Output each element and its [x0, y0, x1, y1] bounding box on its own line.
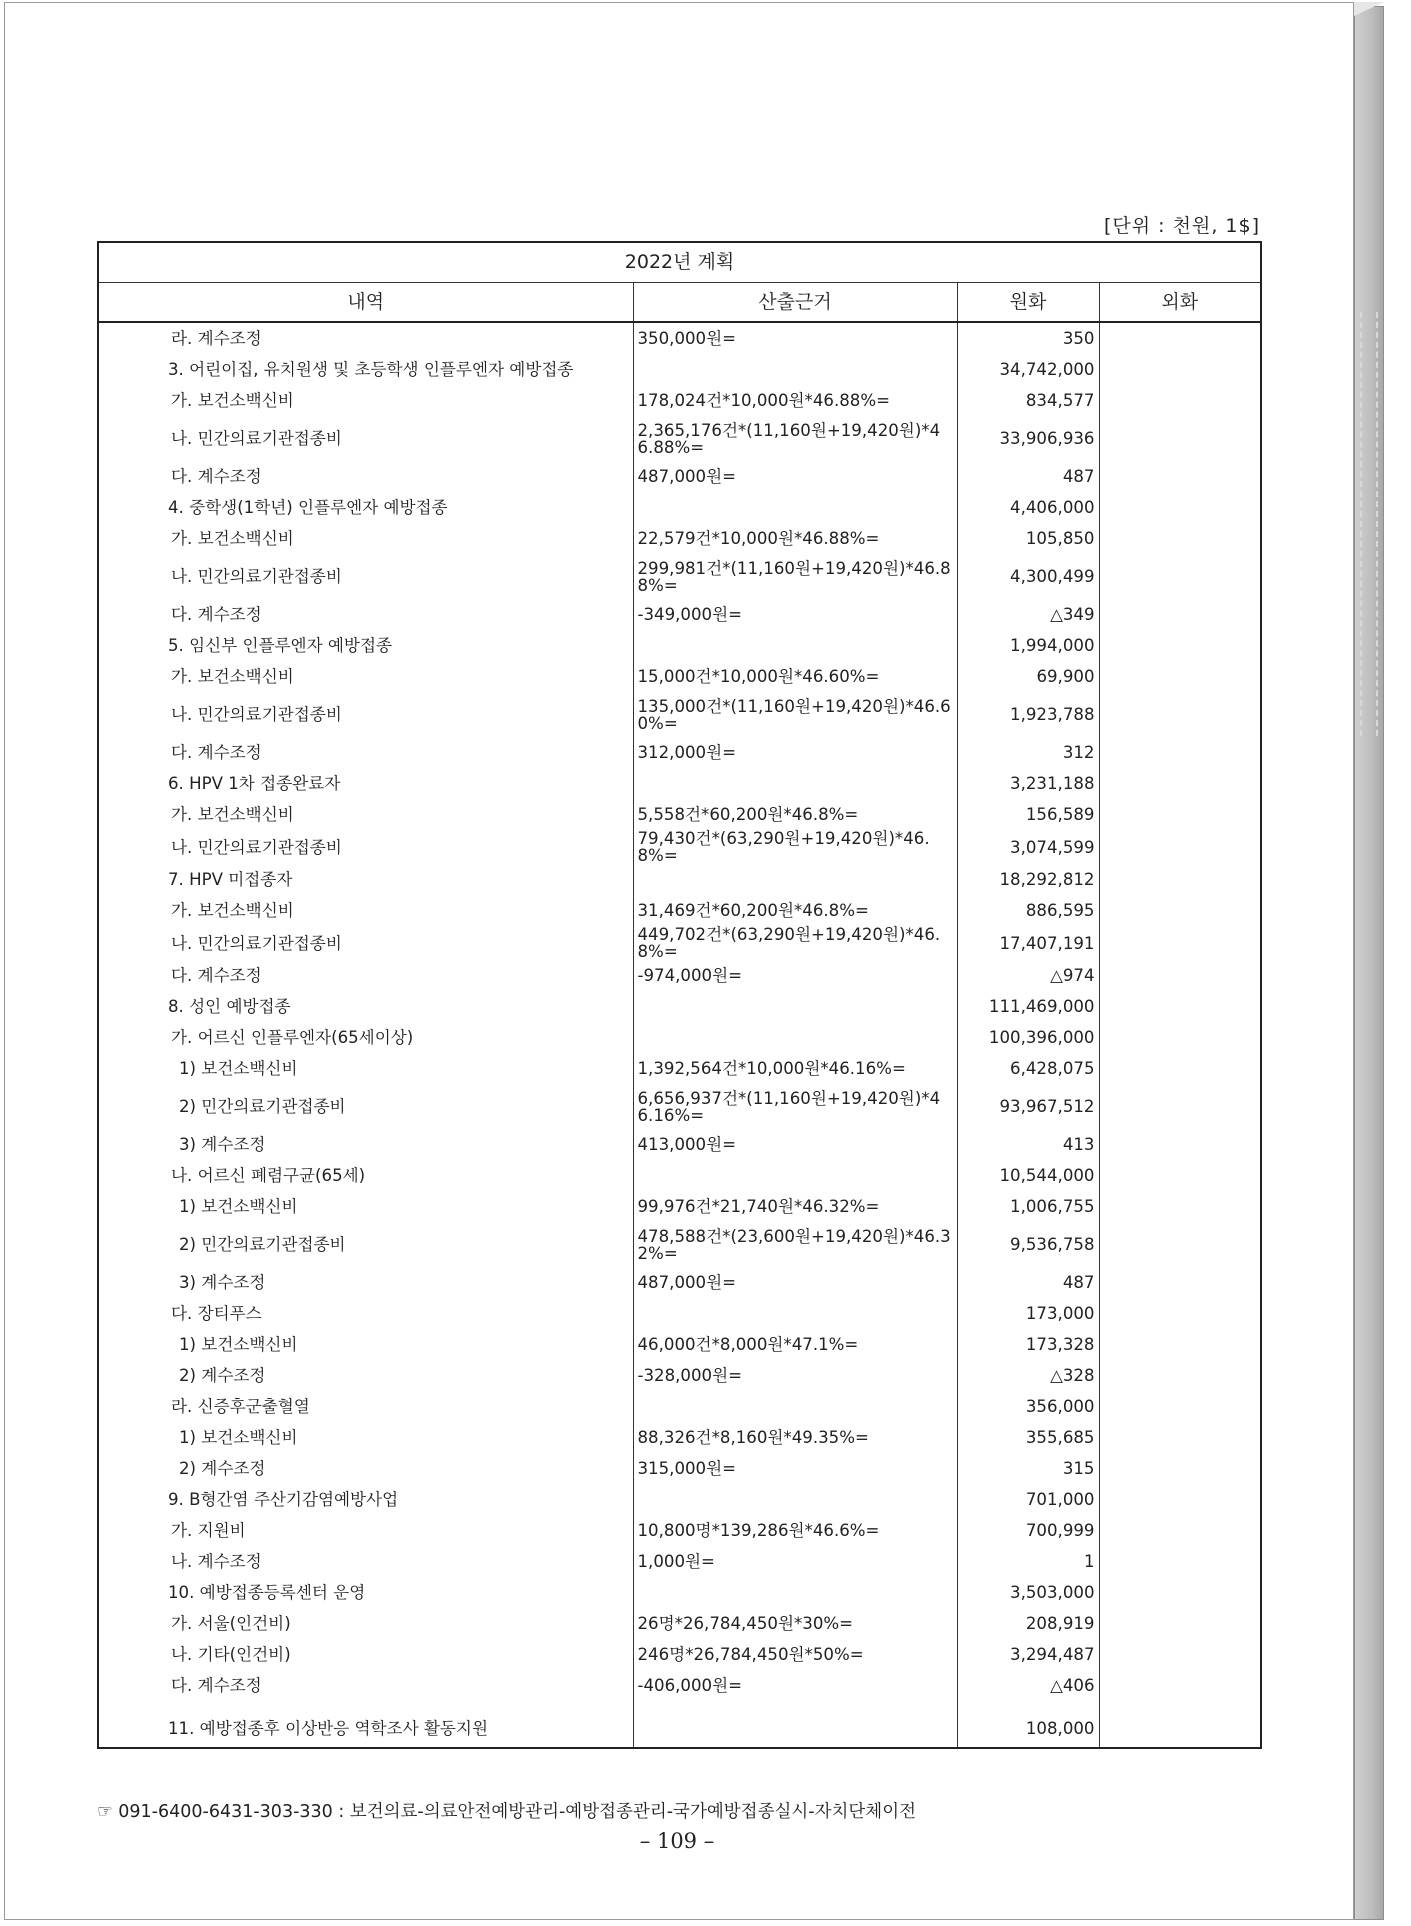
row-description: 라. 계수조정 — [98, 322, 633, 354]
row-krw-amount: 3,231,188 — [957, 768, 1099, 799]
row-foreign-amount — [1099, 1670, 1261, 1701]
row-basis: 31,469건*60,200원*46.8%= — [633, 895, 957, 926]
row-description: 1) 보건소백신비 — [98, 1329, 633, 1360]
row-basis — [633, 1701, 957, 1748]
row-basis: 2,365,176건*(11,160원+19,420원)*46.88%= — [633, 416, 957, 461]
row-krw-amount: △974 — [957, 960, 1099, 991]
row-basis: 478,588건*(23,600원+19,420원)*46.32%= — [633, 1222, 957, 1267]
row-foreign-amount — [1099, 1053, 1261, 1084]
row-description: 나. 계수조정 — [98, 1546, 633, 1577]
row-foreign-amount — [1099, 1084, 1261, 1129]
row-krw-amount: 69,900 — [957, 661, 1099, 692]
row-description: 다. 계수조정 — [98, 737, 633, 768]
table-row — [98, 960, 1261, 991]
row-description: 가. 보건소백신비 — [98, 799, 633, 830]
row-description: 1) 보건소백신비 — [98, 1422, 633, 1453]
row-foreign-amount — [1099, 1191, 1261, 1222]
row-description: 1) 보건소백신비 — [98, 1053, 633, 1084]
row-description: 가. 보건소백신비 — [98, 385, 633, 416]
row-foreign-amount — [1099, 1360, 1261, 1391]
row-basis: 299,981건*(11,160원+19,420원)*46.88%= — [633, 554, 957, 599]
page-edge-marks — [1360, 312, 1378, 736]
page-number: – 109 – — [639, 1829, 715, 1853]
row-description: 6. HPV 1차 접종완료자 — [98, 768, 633, 799]
row-foreign-amount — [1099, 799, 1261, 830]
row-foreign-amount — [1099, 1608, 1261, 1639]
row-description: 4. 중학생(1학년) 인플루엔자 예방접종 — [98, 492, 633, 523]
table-row — [98, 1129, 1261, 1160]
table-row — [98, 830, 1261, 864]
row-foreign-amount — [1099, 1422, 1261, 1453]
row-foreign-amount — [1099, 926, 1261, 960]
column-header-basis: 산출근거 — [633, 283, 957, 323]
row-description: 1) 보건소백신비 — [98, 1191, 633, 1222]
row-krw-amount: 173,328 — [957, 1329, 1099, 1360]
row-krw-amount: 3,503,000 — [957, 1577, 1099, 1608]
row-basis: 79,430건*(63,290원+19,420원)*46.8%= — [633, 830, 957, 864]
table-row — [98, 926, 1261, 960]
row-krw-amount: 6,428,075 — [957, 1053, 1099, 1084]
row-krw-amount: 487 — [957, 461, 1099, 492]
row-basis: 315,000원= — [633, 1453, 957, 1484]
row-basis: 178,024건*10,000원*46.88%= — [633, 385, 957, 416]
row-foreign-amount — [1099, 1267, 1261, 1298]
table-row — [98, 1453, 1261, 1484]
table-row — [98, 1160, 1261, 1191]
row-krw-amount: 834,577 — [957, 385, 1099, 416]
row-krw-amount: 1,006,755 — [957, 1191, 1099, 1222]
row-foreign-amount — [1099, 830, 1261, 864]
table-row — [98, 1391, 1261, 1422]
row-krw-amount: 208,919 — [957, 1608, 1099, 1639]
row-krw-amount: 487 — [957, 1267, 1099, 1298]
row-basis — [633, 1484, 957, 1515]
table-row — [98, 737, 1261, 768]
table-row — [98, 492, 1261, 523]
row-foreign-amount — [1099, 1222, 1261, 1267]
row-basis: 1,392,564건*10,000원*46.16%= — [633, 1053, 957, 1084]
row-krw-amount: 886,595 — [957, 895, 1099, 926]
row-basis: 487,000원= — [633, 461, 957, 492]
row-foreign-amount — [1099, 523, 1261, 554]
table-row — [98, 1701, 1261, 1748]
row-krw-amount: 4,406,000 — [957, 492, 1099, 523]
table-row — [98, 1191, 1261, 1222]
row-foreign-amount — [1099, 1022, 1261, 1053]
row-description: 나. 민간의료기관접종비 — [98, 692, 633, 737]
row-krw-amount: 105,850 — [957, 523, 1099, 554]
row-description: 5. 임신부 인플루엔자 예방접종 — [98, 630, 633, 661]
table-row — [98, 1053, 1261, 1084]
row-basis — [633, 1298, 957, 1329]
row-description: 가. 보건소백신비 — [98, 661, 633, 692]
row-foreign-amount — [1099, 1701, 1261, 1748]
row-krw-amount: 315 — [957, 1453, 1099, 1484]
column-header-row — [98, 283, 1261, 323]
row-basis: 10,800명*139,286원*46.6%= — [633, 1515, 957, 1546]
table-row — [98, 1577, 1261, 1608]
row-basis: 1,000원= — [633, 1546, 957, 1577]
row-foreign-amount — [1099, 1577, 1261, 1608]
row-foreign-amount — [1099, 1484, 1261, 1515]
row-krw-amount: 1,923,788 — [957, 692, 1099, 737]
row-basis — [633, 1577, 957, 1608]
table-row — [98, 354, 1261, 385]
row-krw-amount: 100,396,000 — [957, 1022, 1099, 1053]
row-description: 나. 민간의료기관접종비 — [98, 926, 633, 960]
row-description: 7. HPV 미접종자 — [98, 864, 633, 895]
table-row — [98, 692, 1261, 737]
row-description: 가. 지원비 — [98, 1515, 633, 1546]
budget-table — [97, 241, 1262, 1749]
row-foreign-amount — [1099, 1329, 1261, 1360]
table-row — [98, 1298, 1261, 1329]
row-description: 3) 계수조정 — [98, 1267, 633, 1298]
row-foreign-amount — [1099, 864, 1261, 895]
row-foreign-amount — [1099, 461, 1261, 492]
table-row — [98, 630, 1261, 661]
row-krw-amount: 3,074,599 — [957, 830, 1099, 864]
row-basis: -349,000원= — [633, 599, 957, 630]
row-foreign-amount — [1099, 630, 1261, 661]
row-description: 10. 예방접종등록센터 운영 — [98, 1577, 633, 1608]
row-description: 가. 어르신 인플루엔자(65세이상) — [98, 1022, 633, 1053]
row-krw-amount: 17,407,191 — [957, 926, 1099, 960]
row-description: 2) 계수조정 — [98, 1453, 633, 1484]
page-edge — [1354, 6, 1384, 1920]
plan-header: 2022년 계획 — [98, 242, 1261, 283]
row-basis — [633, 630, 957, 661]
row-krw-amount: 701,000 — [957, 1484, 1099, 1515]
row-foreign-amount — [1099, 354, 1261, 385]
row-krw-amount: 108,000 — [957, 1701, 1099, 1748]
row-krw-amount: △349 — [957, 599, 1099, 630]
row-description: 나. 민간의료기관접종비 — [98, 830, 633, 864]
row-description: 나. 어르신 폐렴구균(65세) — [98, 1160, 633, 1191]
row-foreign-amount — [1099, 661, 1261, 692]
row-basis: 312,000원= — [633, 737, 957, 768]
table-row — [98, 599, 1261, 630]
table-row — [98, 1484, 1261, 1515]
row-description: 다. 장티푸스 — [98, 1298, 633, 1329]
row-foreign-amount — [1099, 692, 1261, 737]
row-basis: -328,000원= — [633, 1360, 957, 1391]
table-row — [98, 1222, 1261, 1267]
table-body — [98, 322, 1261, 1748]
table-row — [98, 1360, 1261, 1391]
row-basis — [633, 768, 957, 799]
row-foreign-amount — [1099, 895, 1261, 926]
unit-label: [단위 : 천원, 1$] — [1104, 215, 1260, 237]
table-row — [98, 1670, 1261, 1701]
row-foreign-amount — [1099, 492, 1261, 523]
row-basis: 46,000건*8,000원*47.1%= — [633, 1329, 957, 1360]
row-krw-amount: 33,906,936 — [957, 416, 1099, 461]
row-krw-amount: 34,742,000 — [957, 354, 1099, 385]
row-foreign-amount — [1099, 385, 1261, 416]
row-description: 2) 민간의료기관접종비 — [98, 1084, 633, 1129]
table-row — [98, 799, 1261, 830]
row-description: 다. 계수조정 — [98, 960, 633, 991]
row-description: 8. 성인 예방접종 — [98, 991, 633, 1022]
plan-header-row — [98, 242, 1261, 283]
row-basis — [633, 492, 957, 523]
row-krw-amount: △406 — [957, 1670, 1099, 1701]
row-description: 가. 보건소백신비 — [98, 523, 633, 554]
table-row — [98, 523, 1261, 554]
row-foreign-amount — [1099, 1160, 1261, 1191]
row-basis — [633, 1391, 957, 1422]
row-description: 2) 민간의료기관접종비 — [98, 1222, 633, 1267]
row-foreign-amount — [1099, 416, 1261, 461]
table-row — [98, 1084, 1261, 1129]
row-description: 9. B형간염 주산기감염예방사업 — [98, 1484, 633, 1515]
row-basis: 246명*26,784,450원*50%= — [633, 1639, 957, 1670]
row-basis — [633, 354, 957, 385]
row-description: 2) 계수조정 — [98, 1360, 633, 1391]
row-basis: 6,656,937건*(11,160원+19,420원)*46.16%= — [633, 1084, 957, 1129]
row-foreign-amount — [1099, 1546, 1261, 1577]
row-basis: 135,000건*(11,160원+19,420원)*46.60%= — [633, 692, 957, 737]
column-header-krw: 원화 — [957, 283, 1099, 323]
table-row — [98, 1022, 1261, 1053]
row-description: 3) 계수조정 — [98, 1129, 633, 1160]
row-basis: 22,579건*10,000원*46.88%= — [633, 523, 957, 554]
row-krw-amount: 156,589 — [957, 799, 1099, 830]
table-row — [98, 554, 1261, 599]
row-krw-amount: 1,994,000 — [957, 630, 1099, 661]
row-basis: -974,000원= — [633, 960, 957, 991]
row-basis: 26명*26,784,450원*30%= — [633, 1608, 957, 1639]
row-krw-amount: 3,294,487 — [957, 1639, 1099, 1670]
row-krw-amount: 413 — [957, 1129, 1099, 1160]
table-row — [98, 1546, 1261, 1577]
row-krw-amount: 1 — [957, 1546, 1099, 1577]
row-basis: 99,976건*21,740원*46.32%= — [633, 1191, 957, 1222]
row-description: 가. 보건소백신비 — [98, 895, 633, 926]
row-foreign-amount — [1099, 1129, 1261, 1160]
table-row — [98, 661, 1261, 692]
row-foreign-amount — [1099, 960, 1261, 991]
row-description: 가. 서울(인건비) — [98, 1608, 633, 1639]
row-basis — [633, 991, 957, 1022]
page-edge-fold — [1354, 2, 1384, 16]
table-row — [98, 895, 1261, 926]
row-krw-amount: 111,469,000 — [957, 991, 1099, 1022]
table-row — [98, 1515, 1261, 1546]
row-description: 나. 민간의료기관접종비 — [98, 416, 633, 461]
row-description: 11. 예방접종후 이상반응 역학조사 활동지원 — [98, 1701, 633, 1748]
row-basis: 449,702건*(63,290원+19,420원)*46.8%= — [633, 926, 957, 960]
row-foreign-amount — [1099, 1391, 1261, 1422]
row-description: 나. 기타(인건비) — [98, 1639, 633, 1670]
row-description: 다. 계수조정 — [98, 461, 633, 492]
row-krw-amount: 356,000 — [957, 1391, 1099, 1422]
table-row — [98, 416, 1261, 461]
row-foreign-amount — [1099, 768, 1261, 799]
row-description: 다. 계수조정 — [98, 599, 633, 630]
row-basis — [633, 864, 957, 895]
row-description: 나. 민간의료기관접종비 — [98, 554, 633, 599]
row-basis: 88,326건*8,160원*49.35%= — [633, 1422, 957, 1453]
row-krw-amount: △328 — [957, 1360, 1099, 1391]
row-krw-amount: 173,000 — [957, 1298, 1099, 1329]
column-header-foreign: 외화 — [1099, 283, 1261, 323]
row-krw-amount: 18,292,812 — [957, 864, 1099, 895]
row-krw-amount: 350 — [957, 322, 1099, 354]
row-krw-amount: 4,300,499 — [957, 554, 1099, 599]
table-row — [98, 1639, 1261, 1670]
table-row — [98, 1329, 1261, 1360]
row-krw-amount: 355,685 — [957, 1422, 1099, 1453]
row-foreign-amount — [1099, 599, 1261, 630]
row-basis: 350,000원= — [633, 322, 957, 354]
row-description: 라. 신증후군출혈열 — [98, 1391, 633, 1422]
row-foreign-amount — [1099, 1298, 1261, 1329]
row-basis: 15,000건*10,000원*46.60%= — [633, 661, 957, 692]
row-description: 다. 계수조정 — [98, 1670, 633, 1701]
row-krw-amount: 312 — [957, 737, 1099, 768]
table-row — [98, 461, 1261, 492]
row-foreign-amount — [1099, 322, 1261, 354]
table-row — [98, 1267, 1261, 1298]
row-basis: -406,000원= — [633, 1670, 957, 1701]
table-row — [98, 864, 1261, 895]
table-row — [98, 1422, 1261, 1453]
row-description: 3. 어린이집, 유치원생 및 초등학생 인플루엔자 예방접종 — [98, 354, 633, 385]
row-basis — [633, 1022, 957, 1053]
row-krw-amount: 700,999 — [957, 1515, 1099, 1546]
column-header-description: 내역 — [98, 283, 633, 323]
row-foreign-amount — [1099, 991, 1261, 1022]
row-foreign-amount — [1099, 1639, 1261, 1670]
row-foreign-amount — [1099, 737, 1261, 768]
row-basis — [633, 1160, 957, 1191]
row-foreign-amount — [1099, 554, 1261, 599]
row-basis: 5,558건*60,200원*46.8%= — [633, 799, 957, 830]
row-foreign-amount — [1099, 1515, 1261, 1546]
table-row — [98, 768, 1261, 799]
footnote: ☞ 091-6400-6431-303-330 : 보건의료-의료안전예방관리-예방접종관리-국가예방접종실시-자치단체이전 — [97, 1802, 917, 1822]
table-row — [98, 322, 1261, 354]
table-row — [98, 991, 1261, 1022]
row-basis: 487,000원= — [633, 1267, 957, 1298]
table-row — [98, 1608, 1261, 1639]
row-krw-amount: 93,967,512 — [957, 1084, 1099, 1129]
row-krw-amount: 9,536,758 — [957, 1222, 1099, 1267]
table-row — [98, 385, 1261, 416]
row-krw-amount: 10,544,000 — [957, 1160, 1099, 1191]
row-foreign-amount — [1099, 1453, 1261, 1484]
row-basis: 413,000원= — [633, 1129, 957, 1160]
